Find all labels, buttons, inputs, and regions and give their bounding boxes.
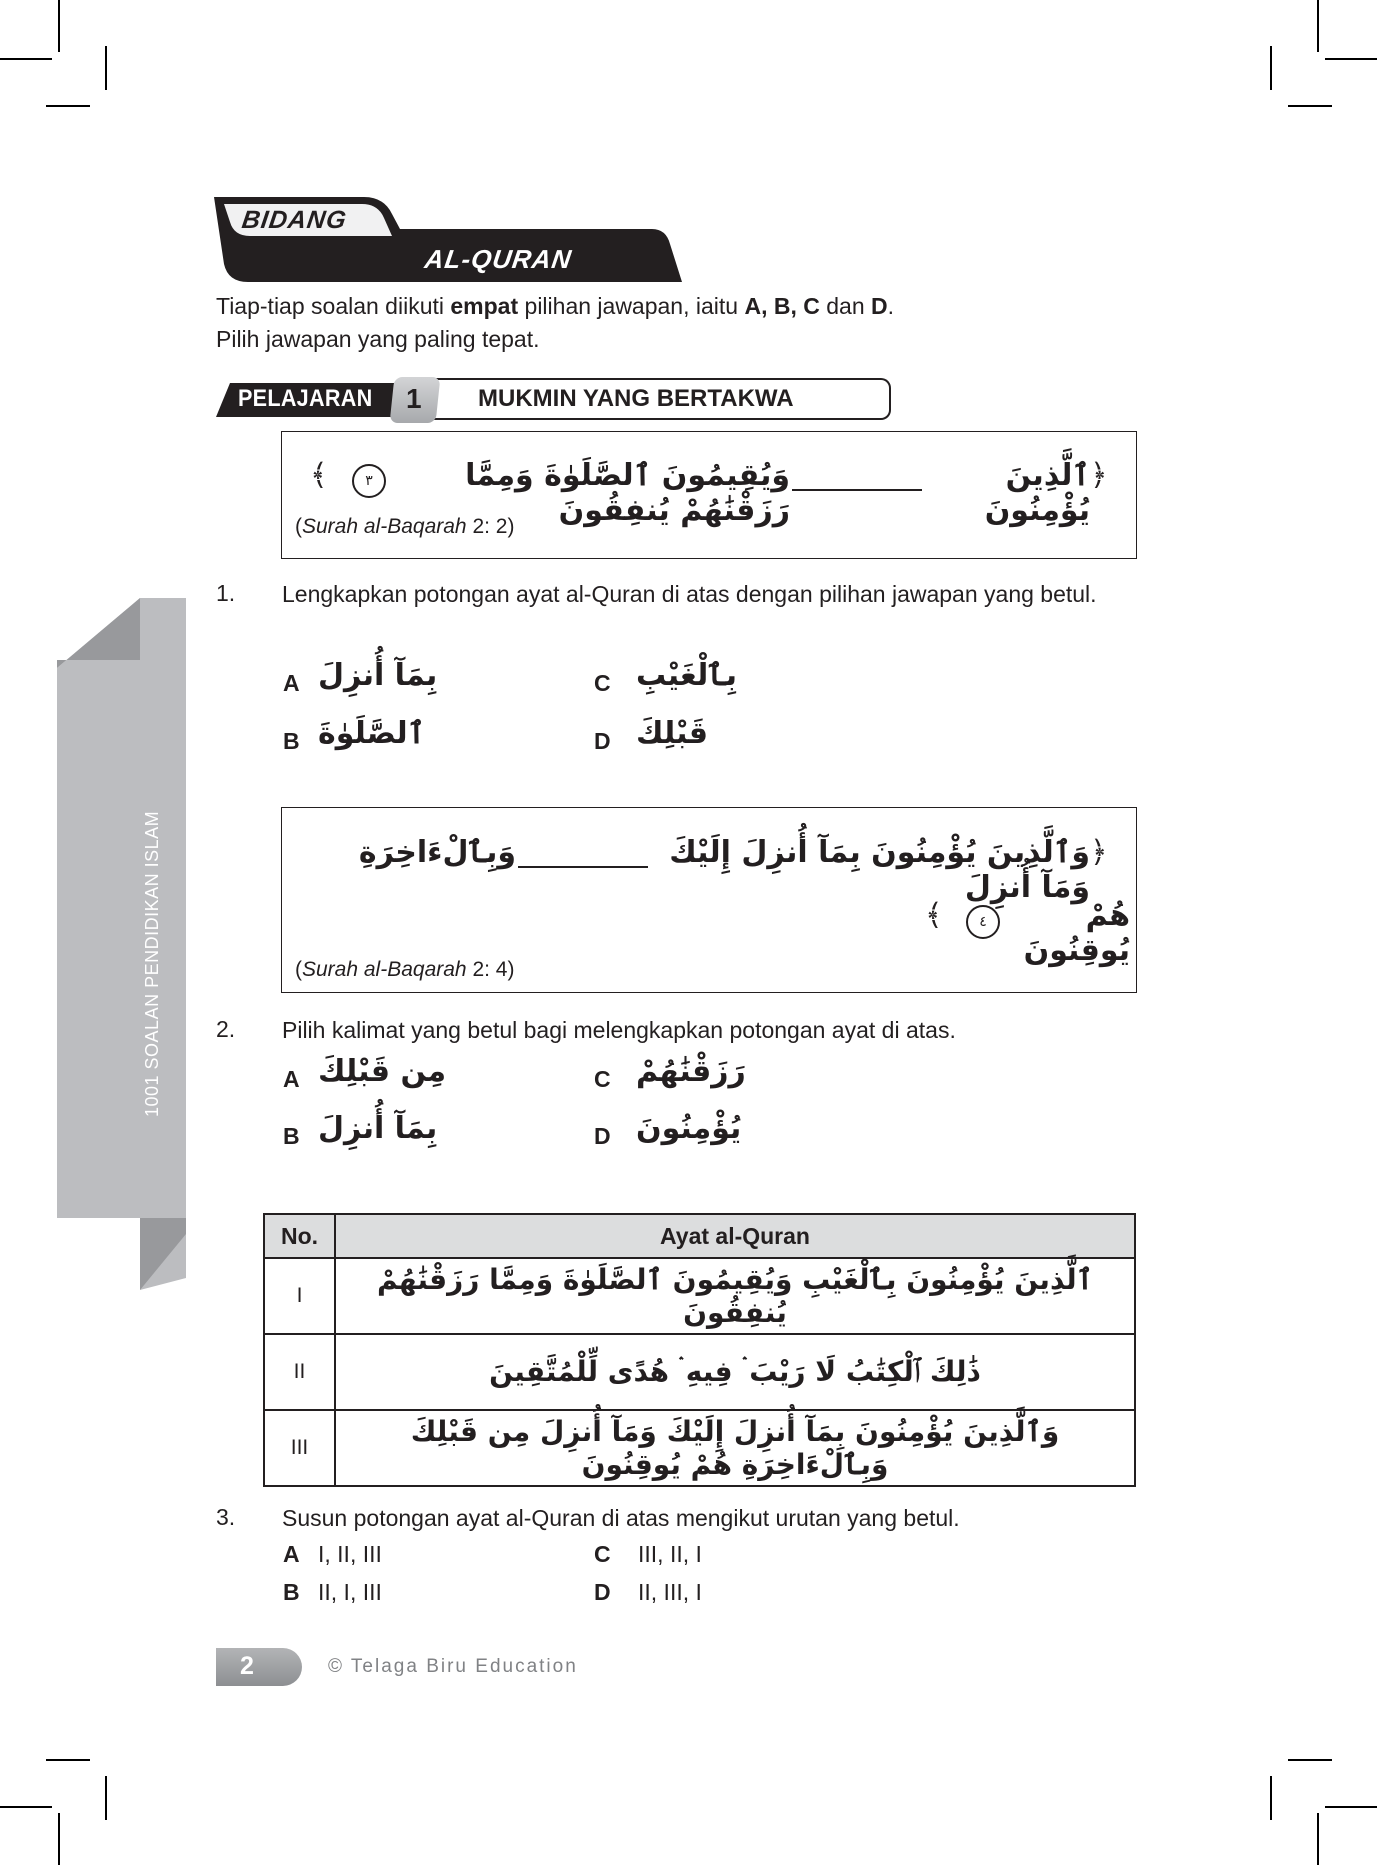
crop-mark	[1317, 1813, 1319, 1865]
question-number: 2.	[216, 1016, 236, 1042]
option-value: ٱلصَّلَوٰةَ	[318, 716, 426, 751]
question-text: Pilih kalimat yang betul bagi melengkapkan potongan ayat di atas.	[282, 1017, 956, 1043]
option-letter: B	[283, 1123, 300, 1149]
crop-mark	[1270, 1776, 1272, 1820]
instructions-line-1: Tiap-tiap soalan diikuti empat pilihan jawapan, iaitu A, B, C dan D.	[216, 293, 895, 319]
option-letter: D	[594, 1579, 611, 1605]
lesson-label: PELAJARAN	[238, 385, 373, 412]
passage2-arabic-start: وَٱلَّذِينَ يُؤْمِنُونَ بِمَآ أُنزِلَ إِلَيْكَ وَمَآ أُنزِلَ	[669, 835, 1090, 905]
column-header-ayat: Ayat al-Quran	[335, 1214, 1135, 1258]
row-ayat: ذَٰلِكَ ٱلْكِتَٰبُ لَا رَيْبَ ۛ فِيهِ ۛ هُدًى لِّلْمُتَّقِينَ	[335, 1334, 1135, 1410]
option-letter: B	[283, 728, 300, 754]
question-text: Susun potongan ayat al-Quran di atas mengikut urutan yang betul.	[282, 1505, 960, 1531]
crop-mark	[1288, 1759, 1332, 1761]
option-letter: A	[283, 670, 300, 696]
option-value: III, II, I	[638, 1541, 702, 1567]
passage1-arabic-end: وَيُقِيمُونَ ٱلصَّلَوٰةَ وَمِمَّا رَزَقْنَٰهُمْ يُنفِقُونَ	[465, 458, 790, 528]
blank-line	[518, 866, 648, 868]
copyright-text: © Telaga Biru Education	[328, 1656, 578, 1677]
table-row	[264, 1334, 1135, 1410]
lesson-number: 1	[406, 383, 422, 414]
question-text: Lengkapkan potongan ayat al-Quran di atas dengan pilihan jawapan yang betul.	[282, 581, 1097, 607]
crop-mark	[1270, 46, 1272, 90]
ayat-table	[263, 1213, 1136, 1487]
crop-mark	[58, 1813, 60, 1865]
side-ribbon	[57, 598, 187, 1290]
lesson-title: MUKMIN YANG BERTAKWA	[478, 385, 794, 412]
option-letter: D	[594, 728, 611, 754]
row-ayat: ٱلَّذِينَ يُؤْمِنُونَ بِٱلْغَيْبِ وَيُقِيمُونَ ٱلصَّلَوٰةَ وَمِمَّا رَزَقْنَٰهُمْ يُنفِقُونَ	[335, 1258, 1135, 1334]
row-ayat: وَٱلَّذِينَ يُؤْمِنُونَ بِمَآ أُنزِلَ إِلَيْكَ وَمَآ أُنزِلَ مِن قَبْلِكَ وَبِٱلْءَاخِرَةِ هُمْ يُوقِنُونَ	[335, 1410, 1135, 1486]
row-number: I	[264, 1258, 335, 1334]
ayah-number: ٤	[966, 905, 1000, 939]
crop-mark	[1317, 0, 1319, 52]
crop-mark	[0, 1806, 52, 1808]
option-letter: C	[594, 1541, 611, 1567]
crop-mark	[58, 0, 60, 52]
crop-mark	[105, 46, 107, 90]
crop-mark	[1325, 58, 1377, 60]
option-letter: D	[594, 1123, 611, 1149]
instructions-line-2: Pilih jawapan yang paling tepat.	[216, 326, 540, 352]
question-number: 1.	[216, 580, 236, 606]
table-row	[264, 1258, 1135, 1334]
surah-reference: (Surah al-Baqarah 2: 2)	[295, 515, 515, 538]
ornament-open-icon: ﴿	[1090, 458, 1108, 493]
option-value: يُؤْمِنُونَ	[636, 1111, 742, 1146]
side-tab-title: 1001 SOALAN PENDIDIKAN ISLAM	[142, 810, 162, 1117]
surah-reference: (Surah al-Baqarah 2: 4)	[295, 958, 515, 981]
row-number: III	[264, 1410, 335, 1486]
ornament-close-icon: ﴾	[310, 458, 328, 493]
table-header-row	[264, 1214, 1135, 1258]
passage1-arabic-start: ٱلَّذِينَ يُؤْمِنُونَ	[984, 458, 1090, 528]
page-number: 2	[240, 1652, 254, 1680]
crop-mark	[105, 1776, 107, 1820]
instructions	[216, 290, 894, 356]
banner-label: BIDANG	[240, 206, 349, 234]
option-value: مِن قَبْلِكَ	[318, 1054, 447, 1089]
blank-line	[792, 489, 922, 491]
row-number: II	[264, 1334, 335, 1410]
passage2-arabic-middle: وَبِٱلْءَاخِرَةِ	[358, 835, 516, 870]
crop-mark	[1288, 105, 1332, 107]
option-value: قَبْلِكَ	[636, 716, 709, 751]
column-header-no: No.	[264, 1214, 335, 1258]
option-letter: B	[283, 1579, 300, 1605]
ornament-open-icon: ﴿	[1090, 835, 1108, 870]
option-value: بِمَآ أُنزِلَ	[318, 1111, 438, 1146]
table-row	[264, 1410, 1135, 1486]
option-letter: A	[283, 1066, 300, 1092]
crop-mark	[46, 1759, 90, 1761]
option-value: رَزَقْنَٰهُمْ	[636, 1054, 746, 1089]
option-letter: C	[594, 670, 611, 696]
crop-mark	[46, 105, 90, 107]
option-value: بِٱلْغَيْبِ	[636, 658, 738, 693]
option-value: II, I, III	[318, 1579, 382, 1605]
question-number: 3.	[216, 1504, 236, 1530]
option-letter: C	[594, 1066, 611, 1092]
option-value: I, II, III	[318, 1541, 382, 1567]
banner-subject: AL-QURAN	[422, 244, 574, 274]
ornament-close-icon: ﴾	[925, 898, 943, 933]
option-letter: A	[283, 1541, 300, 1567]
passage2-arabic-end: هُمْ يُوقِنُونَ	[1023, 898, 1130, 968]
option-value: بِمَآ أُنزِلَ	[318, 658, 438, 693]
ayah-number: ٣	[352, 464, 386, 498]
crop-mark	[0, 58, 52, 60]
crop-mark	[1325, 1806, 1377, 1808]
page-number-tab	[216, 1648, 302, 1686]
option-value: II, III, I	[638, 1579, 702, 1605]
